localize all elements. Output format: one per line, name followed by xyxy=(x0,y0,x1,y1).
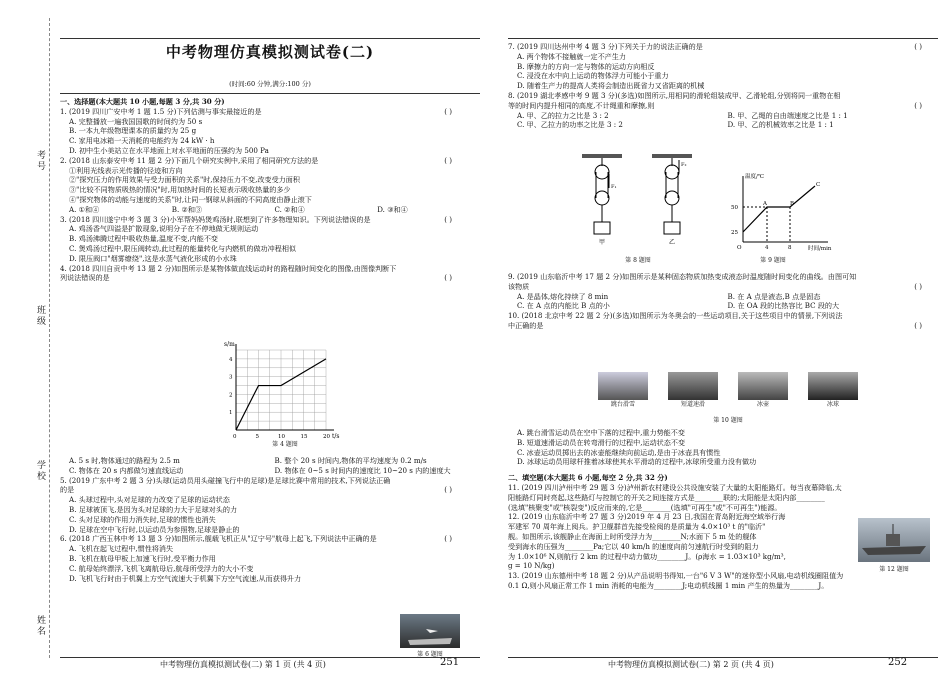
photo-short-track xyxy=(668,372,718,412)
question-stem: 3. (2018 四川遂宁中考 3 题 3 分)小军帮妈妈煲鸡汤时,联想到了许多物理知识。下列说法错误的是 xyxy=(60,214,371,224)
footer-left-text: 中考物理仿真模拟测试卷(二) 第 1 页 (共 4 页) xyxy=(160,660,326,669)
option: D. 飞机飞行时由于机翼上方空气流速大于机翼下方空气流速,从而获得升力 xyxy=(69,573,302,583)
figure-6-photo xyxy=(400,614,460,648)
title-rule xyxy=(60,93,480,94)
photo-ski-jump xyxy=(598,372,648,412)
option: A. 头球过程中,头对足球的力改变了足球的运动状态 xyxy=(69,495,230,505)
figure-9-caption: 第 9 题图 xyxy=(760,257,786,264)
option: D. 足球在空中飞行时,以运动员为参照物,足球是静止的 xyxy=(69,524,240,534)
chart-grid xyxy=(236,350,326,430)
question-line: 受到海水的压强为________Pa;它以 40 km/h 的速度向前匀速航行时受到的阻力 xyxy=(508,541,759,551)
pulley-system-yi xyxy=(652,154,692,246)
option: B. 整个 20 s 时间内,物体的平均速度为 0.2 m/s xyxy=(274,456,427,465)
page-left xyxy=(60,0,480,687)
page-right xyxy=(508,0,938,687)
exam-subtitle: (时间:60 分钟,满分:100 分) xyxy=(229,80,311,88)
option: A. 5 s 时,物体通过的路程为 2.5 m xyxy=(69,456,180,465)
x-tick-label: 0 xyxy=(233,434,237,440)
option: B. 短道速滑运动员在转弯滑行的过程中,运动状态不变 xyxy=(517,437,686,447)
binding-line xyxy=(49,18,50,658)
question-line: 0.1 Ω,则小风扇正常工作 1 min 消耗的电能为________J;电动机线圈 1 min 产生的热量为________J。 xyxy=(508,580,829,590)
photo-curling xyxy=(738,372,788,412)
option: C. 航母始终漂浮,飞机飞离航母后,航母所受浮力的大小不变 xyxy=(69,563,254,573)
answer-blank: ( ) xyxy=(444,106,452,116)
figure-4-chart xyxy=(220,338,350,446)
option: A. 完整播放一遍我国国歌的时间约为 50 s xyxy=(69,116,203,126)
name-label: 姓名 xyxy=(35,615,45,637)
force-label-f1: F₁ xyxy=(611,184,617,190)
answer-blank: ( ) xyxy=(914,320,922,330)
x-tick-label: 10 xyxy=(278,434,285,440)
section-2-heading: 二、填空题(本大题共 6 小题,每空 2 分,共 32 分) xyxy=(508,473,668,483)
question-stem: 5. (2019 广东中考 2 题 3 分)头球(运动员用头碰撞飞行中的足球)是足球比赛中常用的技术,下列说法正确 xyxy=(60,475,391,485)
question-line: 为 1.0×10⁶ N,则航行 2 km 的过程中动力做功________J。(ρ海水 = 1.03×10³ kg/m³, xyxy=(508,551,786,561)
x-tick-label: 15 xyxy=(300,434,308,440)
option: B. 足球被顶飞,是因为头对足球的力大于足球对头的力 xyxy=(69,504,238,514)
footer-rule xyxy=(60,657,480,658)
option: C. 物体在 20 s 内都做匀速直线运动 xyxy=(69,465,184,475)
tick-50: 50 xyxy=(731,205,738,211)
question-3 xyxy=(60,215,480,264)
answer-blank: ( ) xyxy=(444,155,452,165)
tick-8: 8 xyxy=(788,245,792,251)
aircraft-carrier-icon xyxy=(400,614,460,648)
exam-number-label: 考号 xyxy=(35,150,45,172)
option: D. 物体在 0~5 s 时间内的速度比 10~20 s 内的速度大 xyxy=(274,465,451,475)
question-2 xyxy=(60,156,480,215)
force-label-f2: F₂ xyxy=(681,162,687,168)
question-7 xyxy=(508,42,938,91)
question-line: 军建军 70 周年海上阅兵。护卫舰群首先接受检阅的是质量为 4.0×10³ t 的"临沂" xyxy=(508,522,766,532)
question-line: (选填"核聚变"或"核裂变")反应而来的,它是________(选填"可再生"或"不可再生")能源。 xyxy=(508,502,782,512)
question-8 xyxy=(508,91,938,130)
binding-margin xyxy=(0,0,52,687)
footer-right-text: 中考物理仿真模拟测试卷(二) 第 2 页 (共 4 页) xyxy=(608,660,774,669)
option: D. 限压阀口"烟雾缭绕",这是水蒸气液化形成的小水珠 xyxy=(69,253,237,263)
list-item: ②"探究压力的作用效果与受力面积的关系"时,保持压力不变,改变受力面积 xyxy=(69,175,300,185)
question-5 xyxy=(60,476,480,535)
question-line: 阳能路灯同时亮起,这些路灯与控制它的开关之间连接方式是________联的;太阳能是太阳内部________ xyxy=(508,492,825,502)
x-tick-label: 5 xyxy=(255,434,259,440)
question-stem-cont: 的是 xyxy=(60,485,75,495)
option: C. 煲鸡汤过程中,限压阀转动,此过程的能量转化与内燃机的做功冲程相似 xyxy=(69,243,297,253)
option: C. ②和④ xyxy=(274,204,305,214)
figure-8-pulleys xyxy=(568,152,708,252)
question-4-options xyxy=(60,456,480,583)
option: B. 甲、乙绳的自由端速度之比是 1 : 1 xyxy=(727,110,848,120)
photo-label: 冰球 xyxy=(826,401,839,408)
question-9 xyxy=(508,272,938,311)
right-questions-2 xyxy=(508,272,938,331)
option: C. 甲、乙拉力的功率之比是 3 : 2 xyxy=(517,120,623,130)
figure-10-photos xyxy=(598,372,858,412)
tick-25: 25 xyxy=(731,230,738,236)
photo-label: 短道速滑 xyxy=(680,401,705,408)
option: B. 在 A 点是液态,B 点是固态 xyxy=(727,291,821,301)
answer-blank: ( ) xyxy=(444,485,452,495)
answer-blank: ( ) xyxy=(914,281,922,291)
option: D. 甲、乙的机械效率之比是 1 : 1 xyxy=(727,120,834,130)
option: C. 在 A 点的内能比 B 点的小 xyxy=(517,301,610,311)
figure-12-photo xyxy=(858,518,930,562)
question-line: 舰。如图所示,该舰静止在海面上时所受浮力为________N;水面下 5 m 处的舰体 xyxy=(508,531,757,541)
tick-4: 4 xyxy=(765,245,769,251)
y-tick-label: 3 xyxy=(229,374,233,381)
question-12 xyxy=(508,512,848,571)
question-1 xyxy=(60,107,480,156)
y-tick-label: 1 xyxy=(229,410,233,417)
right-questions xyxy=(508,42,938,130)
option: A. 甲、乙的拉力之比是 3 : 2 xyxy=(517,110,609,120)
question-line: 12. (2019 山东临沂中考 27 题 3 分)2019 年 4 月 23 日,我国在青岛附近海空域举行海 xyxy=(508,512,786,522)
question-stem: 9. (2019 山东临沂中考 17 题 2 分)如图所示是某种固态物质加热变成液态时温度随时间变化的曲线。由图可知 xyxy=(508,272,857,281)
photo-label: 冰壶 xyxy=(756,401,769,408)
question-stem-cont: 列说法错误的是 xyxy=(60,273,110,283)
footer-rule xyxy=(508,657,938,658)
option: B. 鸡汤沸腾过程中吸收热量,温度不变,内能不变 xyxy=(69,234,219,244)
question-stem-cont: 该物质 xyxy=(508,281,530,291)
option: C. 冰壶运动员掷出去的冰壶能继续向前运动,是由于冰壶具有惯性 xyxy=(517,447,721,457)
answer-blank: ( ) xyxy=(444,214,452,224)
question-stem: 1. (2019 四川广安中考 1 题 1.5 分)下列估测与事实最接近的是 xyxy=(60,106,262,116)
answer-blank: ( ) xyxy=(444,534,452,544)
top-rule xyxy=(60,38,480,39)
page-number-left: 251 xyxy=(440,657,460,668)
option: B. 飞机在航母甲板上加速飞行时,受平衡力作用 xyxy=(69,553,216,563)
origin-label: O xyxy=(737,245,742,251)
point-c: C xyxy=(816,182,821,188)
x-tick-label: 20 xyxy=(323,434,330,440)
question-line: g = 10 N/kg) xyxy=(508,561,555,571)
answer-blank: ( ) xyxy=(444,273,452,283)
question-stem: 2. (2018 山东泰安中考 11 题 2 分)下面几个研究实例中,采用了相同研究方法的是 xyxy=(60,155,319,165)
option: A. 跳台滑雪运动员在空中下落的过程中,重力势能不变 xyxy=(517,428,685,437)
list-item: ③"比较不同物质吸热的情况"时,用加热时间的长短表示吸收热量的多少 xyxy=(69,185,291,195)
chart9-y-label: 温度/℃ xyxy=(745,174,765,180)
option: A. 飞机在起飞过程中,惯性将消失 xyxy=(69,544,174,554)
figure-12-caption: 第 12 题图 xyxy=(879,566,909,573)
chart-x-label: t/s xyxy=(332,433,340,440)
y-tick-label: 4 xyxy=(229,356,233,363)
option: D. 初中生小美站立在水平地面上对水平地面的压强约为 500 Pa xyxy=(69,145,269,155)
question-stem: 4. (2018 四川自贡中考 13 题 2 分)如图所示是某物体做直线运动时的路程随时间变化的图像,由图像判断下 xyxy=(60,263,397,273)
option: A. ①和④ xyxy=(69,204,100,214)
question-10 xyxy=(508,311,938,331)
question-stem-cont: 中正确的是 xyxy=(508,320,544,330)
figure-9-chart xyxy=(723,172,833,252)
figure-10-caption: 第 10 题图 xyxy=(713,417,743,424)
point-a: A xyxy=(763,201,767,207)
section-heading: 一、选择题(本大题共 10 小题,每题 3 分,共 30 分) xyxy=(60,97,225,106)
option: D. 在 OA 段的比热容比 BC 段的大 xyxy=(727,301,840,311)
question-line: 13. (2019 山东德州中考 18 题 2 分)从产品说明书得知,一台"6 V 3 W"的迷你型小风扇,电动机线圈阻值为 xyxy=(508,571,844,581)
option: A. 两个物体不接触就一定不产生力 xyxy=(517,51,626,61)
option: D. 冰球运动员用球杆推着冰球使其水平滑动的过程中,冰球所受重力没有做功 xyxy=(517,457,757,467)
question-6 xyxy=(60,534,480,583)
question-4 xyxy=(60,264,480,284)
label-yi: 乙 xyxy=(669,239,676,246)
option: B. 一本九年级物理课本的质量约为 25 g xyxy=(69,126,197,136)
chart-y-label: s/m xyxy=(224,341,235,348)
section-1 xyxy=(60,97,480,283)
school-label: 学校 xyxy=(35,460,45,482)
figure-6-caption: 第 6 题图 xyxy=(417,651,443,658)
photo-label: 跳台滑雪 xyxy=(610,401,635,408)
question-line: 11. (2019 四川泸州中考 29 题 3 分)泸州新农村建设公共设施安装了大量的太阳能路灯。每当夜幕降临,太 xyxy=(508,482,842,492)
exam-title: 中考物理仿真模拟测试卷(二) xyxy=(165,43,375,61)
question-stem: 10. (2018 北京中考 22 题 2 分)(多选)如图所示为冬奥会的一些运动项目,关于这些项目中的情景,下列说法 xyxy=(508,311,843,321)
point-b: B xyxy=(790,201,795,207)
question-stem-cont: 等的时间内提升相同的高度,不计绳重和摩擦,则 xyxy=(508,100,655,110)
option: D. 随着生产力的提高人类将会制造出既省力又省距离的机械 xyxy=(517,81,705,91)
option: B. ②和③ xyxy=(171,204,203,214)
question-stem: 8. (2019 湖北孝感中考 9 题 3 分)(多选)如图所示,用相同的滑轮组装成甲、乙滑轮组,分别将同一重物在相 xyxy=(508,90,841,100)
chart9-x-label: 时间/min xyxy=(808,246,832,252)
warship-icon xyxy=(858,518,930,562)
photo-ice-hockey xyxy=(808,372,858,412)
y-tick-label: 2 xyxy=(229,392,233,399)
option: A. 鸡汤香气四溢是扩散现象,说明分子在不停地做无规则运动 xyxy=(69,224,259,234)
option: A. 是晶体,熔化持续了 8 min xyxy=(517,291,609,301)
option: C. 头对足球的作用力消失时,足球的惯性也消失 xyxy=(69,514,216,524)
top-rule xyxy=(508,38,938,39)
answer-blank: ( ) xyxy=(914,100,922,110)
option: C. 浸没在水中向上运动的物体浮力可能小于重力 xyxy=(517,71,669,81)
option: B. 摩擦力的方向一定与物体的运动方向相反 xyxy=(517,61,655,71)
question-11 xyxy=(508,483,938,512)
chart-axes xyxy=(236,344,334,430)
pulley-system-jia xyxy=(582,154,622,246)
page-number-right: 252 xyxy=(888,657,908,668)
temperature-curve xyxy=(743,186,815,232)
answer-blank: ( ) xyxy=(914,42,922,51)
option: C. 家用电冰箱一天消耗的电能约为 24 kW · h xyxy=(69,136,215,146)
class-label: 班级 xyxy=(35,305,45,327)
figure-4-caption: 第 4 题图 xyxy=(272,441,298,448)
chart-ticks xyxy=(229,357,330,440)
list-item: ①利用光线表示光传播的径迹和方向 xyxy=(69,165,183,175)
question-stem: 7. (2019 四川达州中考 4 题 3 分)下列关于力的说法正确的是 xyxy=(508,42,703,51)
option: D. ③和④ xyxy=(377,204,408,214)
figure-8-caption: 第 8 题图 xyxy=(625,257,651,264)
list-item: ④"探究物体的动能与速度的关系"时,让同一钢球从斜面的不同高度由静止滚下 xyxy=(69,194,312,204)
question-stem: 6. (2018 广西玉林中考 13 题 3 分)如图所示,舰载飞机正从"辽宁号"航母上起飞,下列说法中正确的是 xyxy=(60,534,377,544)
label-jia: 甲 xyxy=(599,239,606,246)
